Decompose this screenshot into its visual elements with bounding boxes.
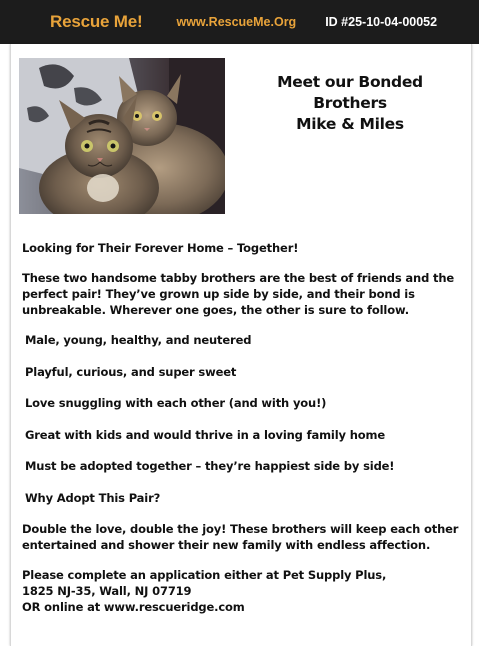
list-item: Male, young, healthy, and neutered <box>25 333 252 347</box>
list-item: Great with kids and would thrive in a loving family home <box>25 427 385 442</box>
adoption-flyer <box>10 44 472 646</box>
trait-list <box>22 332 462 506</box>
closing-paragraph: Double the love, double the joy! These brothers will keep each other entertained and shower their new family with endless affection. <box>22 522 459 552</box>
list-item: Must be adopted together – they’re happiest side by side! <box>25 459 395 473</box>
intro-paragraph: These two handsome tabby brothers are the best of friends and the perfect pair! They’ve grown up side by side, and their bond is unbreakable. Wherever one goes, the other is sure to follow. <box>22 271 455 317</box>
site-header <box>0 0 479 44</box>
flyer-body <box>22 240 462 615</box>
list-item: Playful, curious, and super sweet <box>25 364 237 379</box>
headline-line-2: Brothers <box>313 94 387 112</box>
list-item: Why Adopt This Pair? <box>25 490 161 505</box>
site-url[interactable]: www.RescueMe.Org <box>176 15 297 29</box>
pet-id: ID #25-10-04-00052 <box>325 15 438 29</box>
apply-line-2: 1825 NJ-35, Wall, NJ 07719 <box>22 584 192 598</box>
apply-line-1: Please complete an application either at Pet Supply Plus, <box>22 568 387 582</box>
list-item: Love snuggling with each other (and with you!) <box>25 396 327 410</box>
headline-line-3: Mike & Miles <box>296 115 404 133</box>
flyer-headline <box>265 72 435 135</box>
apply-line-3: OR online at www.rescueridge.com <box>22 600 245 614</box>
headline-line-1: Meet our Bonded <box>277 73 423 91</box>
cats-photo <box>19 58 225 214</box>
subheading: Looking for Their Forever Home – Together! <box>22 241 299 255</box>
brand-logo[interactable]: Rescue Me! <box>50 12 143 31</box>
